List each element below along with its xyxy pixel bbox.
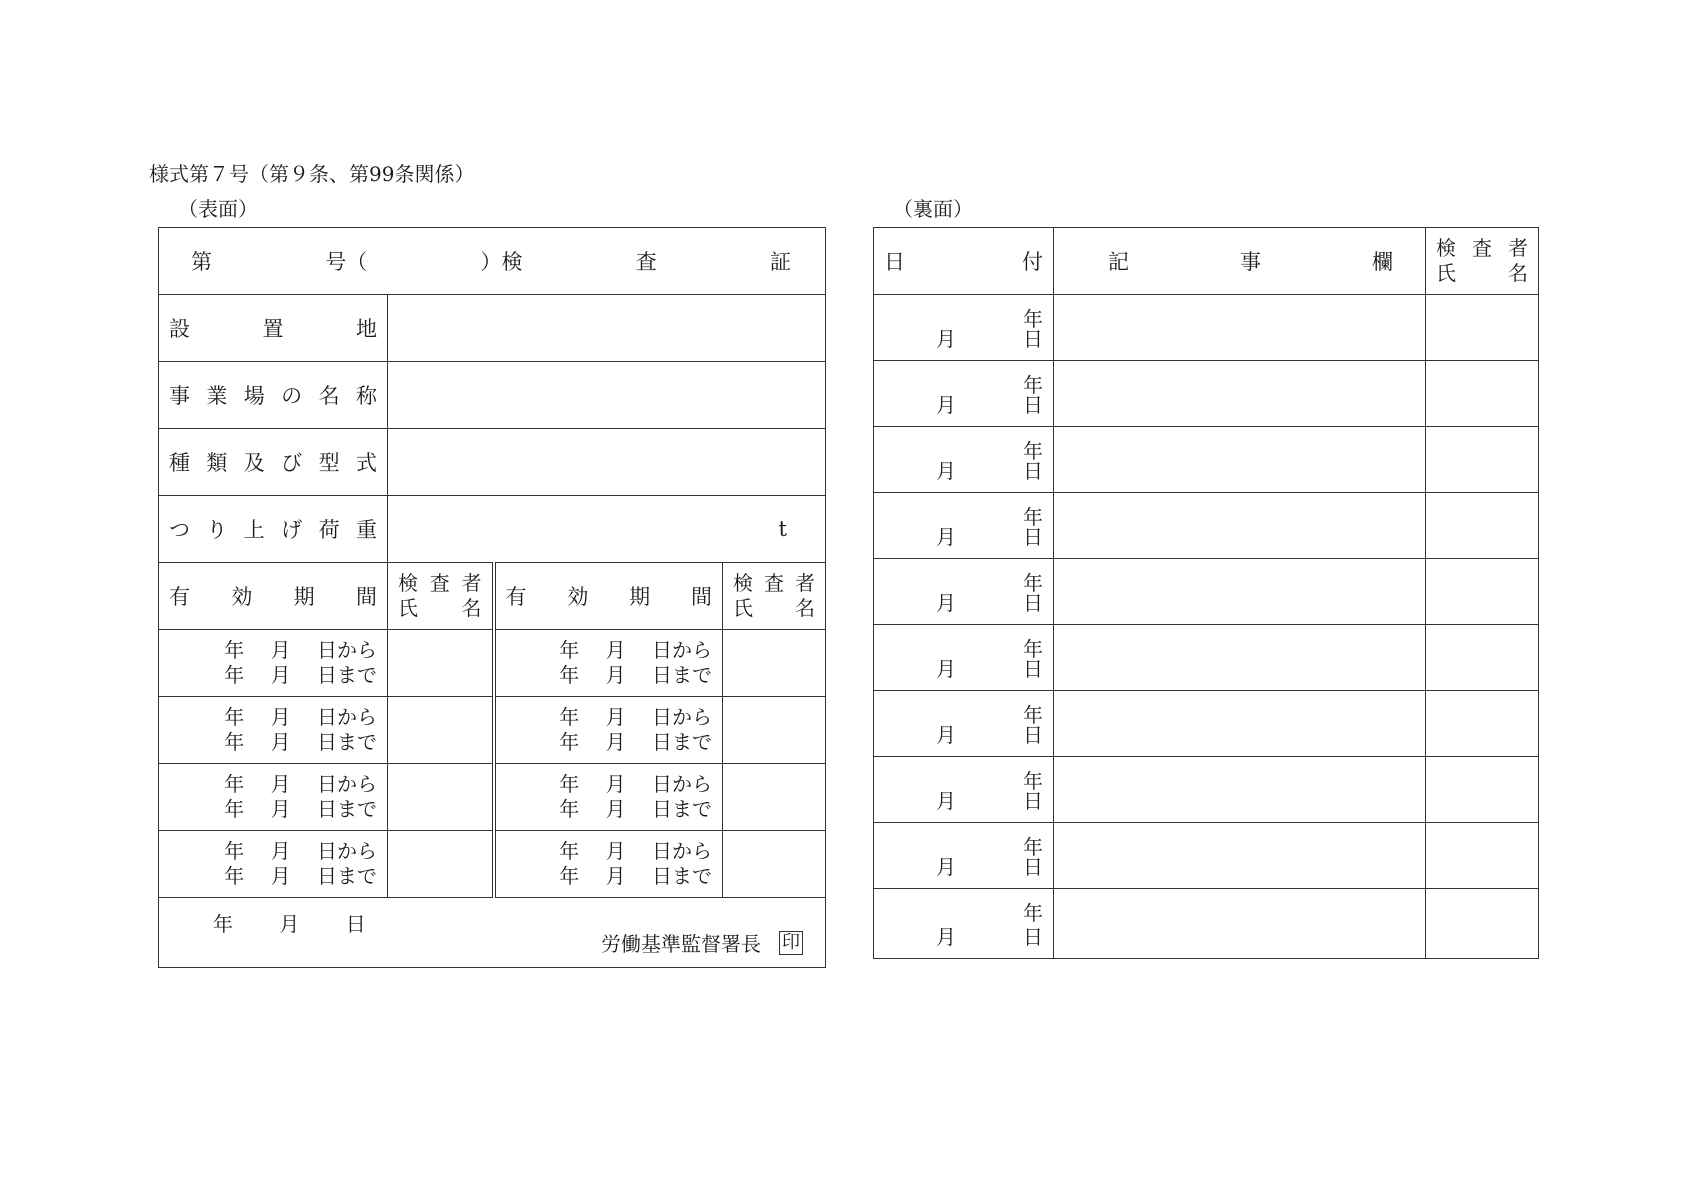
validity-period-cell[interactable] <box>494 630 723 697</box>
date-day: 日 <box>1023 657 1043 681</box>
label-char: 氏 <box>398 596 418 620</box>
inspector-name-cell[interactable] <box>388 831 494 898</box>
issuer-signature-cell <box>159 898 826 968</box>
seal-mark: 印 <box>779 931 803 955</box>
label-char: 事 <box>1240 250 1261 274</box>
entry-cell[interactable] <box>1054 295 1426 361</box>
period-from: 年 月 日から <box>559 839 712 863</box>
label-char: 検 <box>733 571 753 595</box>
date-cell[interactable] <box>874 295 1054 361</box>
date-cell[interactable] <box>874 823 1054 889</box>
period-from: 年 月 日から <box>224 638 377 662</box>
issuer-block <box>601 928 803 957</box>
label-char: 日 <box>884 250 905 274</box>
label-char: 査 <box>429 571 450 595</box>
period-to: 年 月 日まで <box>559 864 712 888</box>
label-char: 事 <box>169 384 190 408</box>
entry-cell[interactable] <box>1054 757 1426 823</box>
label-char: 検 <box>1436 236 1456 260</box>
label-char: 氏 <box>733 596 753 620</box>
date-month: 月 <box>936 327 956 351</box>
label-char: 付 <box>1022 250 1043 274</box>
label-char: 効 <box>231 585 253 609</box>
period-from: 年 月 日から <box>559 772 712 796</box>
label-char: 場 <box>243 384 265 408</box>
label-char: 氏 <box>1436 261 1456 285</box>
validity-period-cell[interactable] <box>494 697 723 764</box>
date-cell[interactable] <box>874 361 1054 427</box>
entry-cell[interactable] <box>1054 691 1426 757</box>
title-close: ）検 <box>480 250 523 274</box>
validity-period-cell[interactable] <box>159 630 388 697</box>
date-year: 年 <box>1023 637 1043 661</box>
date-month: 月 <box>936 525 956 549</box>
date-month: 月 <box>936 393 956 417</box>
date-cell[interactable] <box>874 493 1054 559</box>
inspector-name-cell[interactable] <box>388 697 494 764</box>
period-to: 年 月 日まで <box>559 663 712 687</box>
period-to: 年 月 日まで <box>559 730 712 754</box>
date-month: 月 <box>936 723 956 747</box>
label-char: 期 <box>629 585 651 609</box>
title-dai: 第 <box>191 250 212 274</box>
period-from: 年 月 日から <box>224 772 377 796</box>
certificate-title-cell <box>159 228 826 295</box>
date-year: 年 <box>1023 571 1043 595</box>
label-char: 設 <box>169 317 190 341</box>
inspector-name-cell[interactable] <box>723 697 826 764</box>
inspector-name-header <box>388 563 494 630</box>
date-year: 年 <box>1023 901 1043 925</box>
label-char: 地 <box>356 317 377 341</box>
date-month: 月 <box>936 789 956 813</box>
inspector-name-cell[interactable] <box>1426 295 1539 361</box>
date-cell[interactable] <box>874 625 1054 691</box>
label-char: つ <box>169 518 190 542</box>
validity-period-cell[interactable] <box>159 764 388 831</box>
date-day: 日 <box>1023 723 1043 747</box>
entry-cell[interactable] <box>1054 625 1426 691</box>
validity-period-cell[interactable] <box>159 697 388 764</box>
label-char: 名 <box>1508 261 1528 285</box>
date-day: 日 <box>1023 327 1043 351</box>
label-char: 類 <box>206 451 228 475</box>
entry-cell[interactable] <box>1054 559 1426 625</box>
validity-period-header <box>494 563 723 630</box>
date-month: 月 <box>936 925 956 949</box>
inspector-name-cell[interactable] <box>388 764 494 831</box>
date-day: 日 <box>1023 459 1043 483</box>
front-side-label: （表面） <box>178 197 258 221</box>
date-year: 年 <box>1023 307 1043 331</box>
label-char: 名 <box>318 384 340 408</box>
inspector-name-cell[interactable] <box>1426 361 1539 427</box>
label-char: 査 <box>1472 236 1492 260</box>
label-char: 効 <box>567 585 589 609</box>
lifting-load-label <box>159 496 388 563</box>
entry-cell[interactable] <box>1054 493 1426 559</box>
date-day: 日 <box>1023 525 1043 549</box>
title-go[interactable]: 号（ <box>325 250 368 274</box>
period-from: 年 月 日から <box>559 705 712 729</box>
date-cell[interactable] <box>874 691 1054 757</box>
label-char: 及 <box>243 451 265 475</box>
period-to: 年 月 日まで <box>224 797 377 821</box>
label-char: げ <box>281 518 303 542</box>
label-char: 式 <box>355 451 377 475</box>
date-cell[interactable] <box>874 427 1054 493</box>
entry-cell[interactable] <box>1054 889 1426 959</box>
period-to: 年 月 日まで <box>224 663 377 687</box>
inspector-name-cell[interactable] <box>1426 559 1539 625</box>
date-month: 月 <box>936 855 956 879</box>
inspector-name-header <box>723 563 826 630</box>
inspector-name-header <box>1426 228 1539 295</box>
type-model-label <box>159 429 388 496</box>
label-char: り <box>206 518 228 542</box>
back-table <box>873 227 1539 959</box>
issuer-title: 労働基準監督署長 <box>601 932 761 956</box>
form-number-heading: 様式第７号（第９条、第99条関係） <box>149 162 475 186</box>
label-char: 称 <box>355 384 377 408</box>
inspector-name-cell[interactable] <box>1426 625 1539 691</box>
installation-site-label <box>159 295 388 362</box>
date-year: 年 <box>1023 835 1043 859</box>
inspector-name-cell[interactable] <box>1426 823 1539 889</box>
date-month: 月 <box>936 459 956 483</box>
date-cell[interactable] <box>874 757 1054 823</box>
period-from: 年 月 日から <box>559 638 712 662</box>
label-char: 欄 <box>1372 250 1393 274</box>
label-char: 有 <box>169 585 190 609</box>
label-char: 検 <box>398 571 418 595</box>
inspector-name-cell[interactable] <box>723 764 826 831</box>
date-day: 日 <box>1023 925 1043 949</box>
validity-period-cell[interactable] <box>494 764 723 831</box>
label-char: 名 <box>795 596 815 620</box>
label-char: び <box>281 451 303 475</box>
label-char: 者 <box>461 571 482 595</box>
installation-site-field[interactable] <box>388 295 826 362</box>
period-from: 年 月 日から <box>224 839 377 863</box>
inspector-name-cell[interactable] <box>1426 427 1539 493</box>
date-day: 日 <box>1023 789 1043 813</box>
entry-cell[interactable] <box>1054 823 1426 889</box>
inspector-name-cell[interactable] <box>1426 757 1539 823</box>
workplace-name-label <box>159 362 388 429</box>
date-header <box>874 228 1054 295</box>
date-cell[interactable] <box>874 889 1054 959</box>
back-side-label: （裏面） <box>893 197 973 221</box>
label-char: 上 <box>243 518 265 542</box>
label-char: 業 <box>206 384 228 408</box>
label-char: 間 <box>690 585 712 609</box>
lifting-load-field[interactable]: t <box>388 496 826 563</box>
label-char: 有 <box>505 585 527 609</box>
title-sho: 証 <box>770 250 791 274</box>
label-char: 者 <box>1508 236 1528 260</box>
date-year: 年 <box>1023 505 1043 529</box>
period-from: 年 月 日から <box>224 705 377 729</box>
entry-header <box>1054 228 1426 295</box>
period-to: 年 月 日まで <box>559 797 712 821</box>
validity-period-header <box>159 563 388 630</box>
date-year: 年 <box>1023 373 1043 397</box>
type-model-field[interactable] <box>388 429 826 496</box>
label-char: 期 <box>293 585 315 609</box>
title-sa: 査 <box>635 250 657 274</box>
entry-cell[interactable] <box>1054 361 1426 427</box>
inspector-name-cell[interactable] <box>1426 493 1539 559</box>
inspector-name-cell[interactable] <box>723 831 826 898</box>
inspector-name-cell[interactable] <box>723 630 826 697</box>
date-year: 年 <box>1023 769 1043 793</box>
label-char: 者 <box>795 571 815 595</box>
date-month: 月 <box>936 591 956 615</box>
period-to: 年 月 日まで <box>224 730 377 754</box>
entry-cell[interactable] <box>1054 427 1426 493</box>
date-year: 年 <box>1023 439 1043 463</box>
front-table <box>158 227 826 968</box>
validity-period-cell[interactable] <box>159 831 388 898</box>
date-year: 年 <box>1023 703 1043 727</box>
validity-period-cell[interactable] <box>494 831 723 898</box>
workplace-name-field[interactable] <box>388 362 826 429</box>
issue-date[interactable]: 年 月 日 <box>213 912 366 936</box>
period-to: 年 月 日まで <box>224 864 377 888</box>
label-char: 荷 <box>318 518 340 542</box>
date-day: 日 <box>1023 393 1043 417</box>
label-char: 型 <box>318 451 340 475</box>
date-day: 日 <box>1023 855 1043 879</box>
label-char: 記 <box>1108 250 1129 274</box>
inspector-name-cell[interactable] <box>388 630 494 697</box>
label-char: 間 <box>355 585 377 609</box>
label-char: 重 <box>355 518 377 542</box>
date-cell[interactable] <box>874 559 1054 625</box>
date-day: 日 <box>1023 591 1043 615</box>
inspector-name-cell[interactable] <box>1426 691 1539 757</box>
date-month: 月 <box>936 657 956 681</box>
label-char: 名 <box>461 596 482 620</box>
label-char: 置 <box>262 317 284 341</box>
inspector-name-cell[interactable] <box>1426 889 1539 959</box>
label-char: 種 <box>169 451 190 475</box>
label-char: 査 <box>764 571 784 595</box>
label-char: の <box>281 384 303 408</box>
